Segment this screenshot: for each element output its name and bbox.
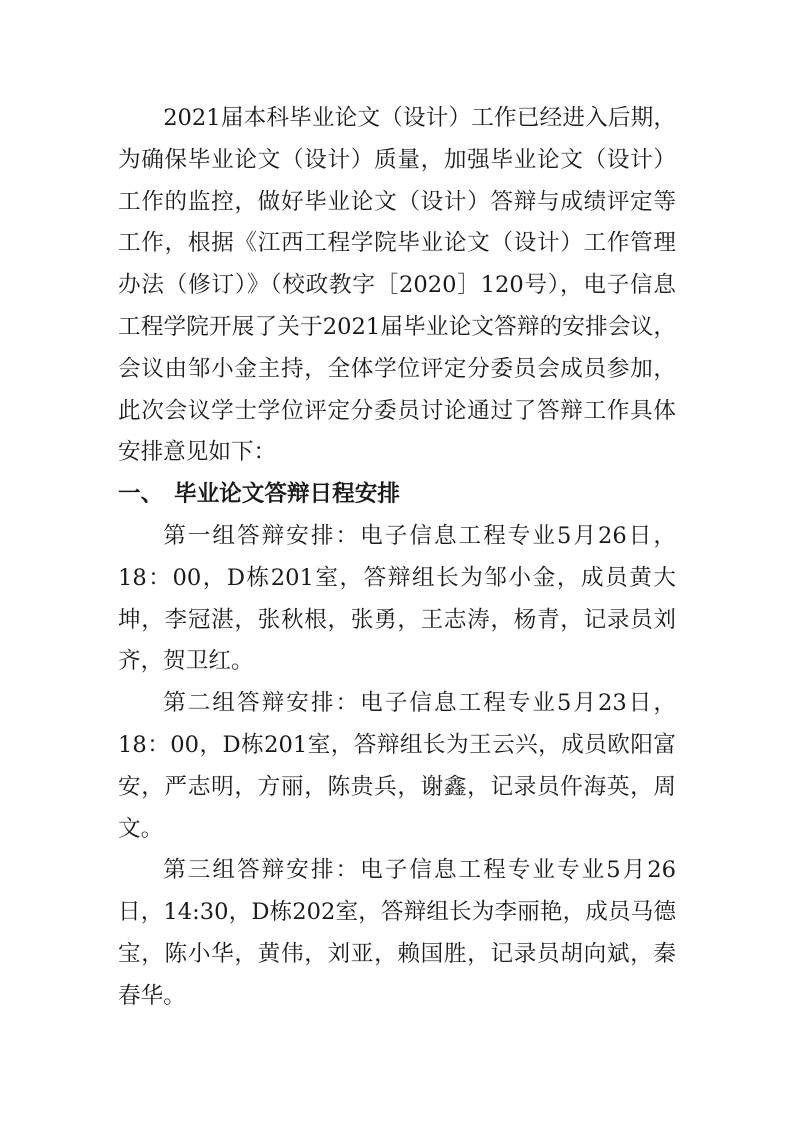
section-heading-schedule bbox=[118, 474, 676, 516]
group-2-paragraph: 第二组答辩安排：电子信息工程专业5月23日，18：00，D栋201室，答辩组长为王云兴，成员欧阳富安，严志明，方丽，陈贵兵，谢鑫，记录员仵海英，周文。 bbox=[118, 690, 676, 842]
section-number: 一、 bbox=[118, 481, 164, 508]
document-body bbox=[118, 98, 676, 1018]
group-1-paragraph: 第一组答辩安排：电子信息工程专业5月26日，18：00，D栋201室，答辩组长为邹小金，成员黄大坤，李冠湛，张秋根，张勇，王志涛，杨青，记录员刘齐，贺卫红。 bbox=[118, 522, 676, 675]
group-3-paragraph: 第三组答辩安排：电子信息工程专业专业5月26日，14:30，D栋202室，答辩组长为李丽艳，成员马德宝，陈小华，黄伟，刘亚，赖国胜，记录员胡向斌，秦春华。 bbox=[118, 857, 676, 1009]
section-title: 毕业论文答辩日程安排 bbox=[174, 481, 400, 508]
intro-paragraph: 2021届本科毕业论文（设计）工作已经进入后期，为确保毕业论文（设计）质量，加强毕业论文（设计）工作的监控，做好毕业论文（设计）答辩与成绩评定等工作，根据《江西工程学院毕业论文（设计）工作管理办法（修订）》（校政教字［2020］120号），电子信息工程学院开展了关于2021届毕业论文答辩的安排会议，会议由邹小金主持，全体学位评定分委员会成员参加，此次会议学士学位评定分委员讨论通过了答辩工作具体安排意见如下： bbox=[118, 105, 676, 466]
